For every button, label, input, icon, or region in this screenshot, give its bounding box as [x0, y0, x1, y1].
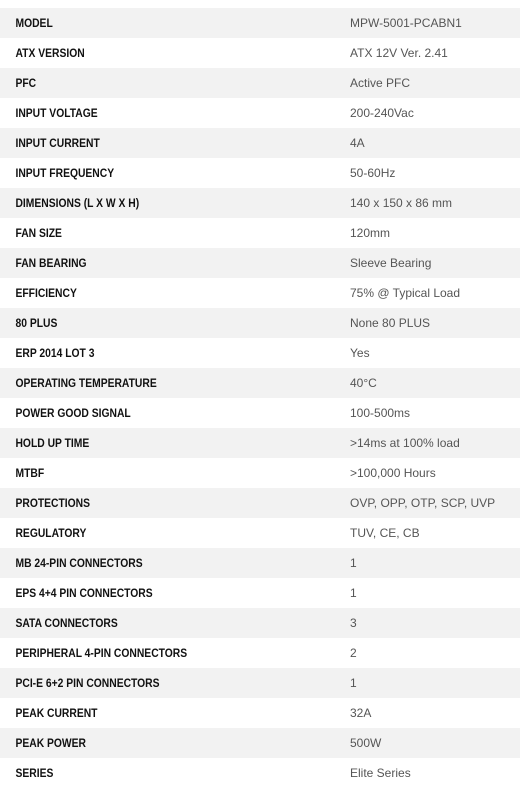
spec-value: 500W	[350, 736, 382, 750]
spec-value: 100-500ms	[350, 406, 411, 420]
spec-value: 2	[350, 646, 357, 660]
spec-row	[0, 158, 520, 188]
spec-label: EFFICIENCY	[15, 286, 77, 300]
spec-value: 1	[350, 676, 357, 690]
spec-value: 50-60Hz	[350, 166, 396, 180]
spec-label: INPUT CURRENT	[15, 136, 100, 150]
spec-label: FAN BEARING	[15, 256, 87, 270]
spec-row	[0, 698, 520, 728]
spec-value: 4A	[350, 136, 365, 150]
spec-row	[0, 248, 520, 278]
spec-row	[0, 758, 520, 788]
spec-label: MB 24-PIN CONNECTORS	[15, 556, 143, 570]
spec-row	[0, 188, 520, 218]
spec-label: DIMENSIONS (L X W X H)	[15, 196, 140, 210]
spec-label: PEAK CURRENT	[15, 706, 98, 720]
spec-row	[0, 728, 520, 758]
spec-row	[0, 668, 520, 698]
spec-label: MTBF	[15, 466, 45, 480]
spec-label: PROTECTIONS	[15, 496, 91, 510]
spec-row	[0, 218, 520, 248]
spec-value: 140 x 150 x 86 mm	[350, 196, 453, 210]
spec-label: ERP 2014 LOT 3	[15, 346, 95, 360]
spec-label: OPERATING TEMPERATURE	[15, 376, 157, 390]
spec-value: TUV, CE, CB	[350, 526, 420, 540]
spec-value: Active PFC	[350, 76, 411, 90]
spec-value: 200-240Vac	[350, 106, 414, 120]
spec-row	[0, 548, 520, 578]
spec-label: POWER GOOD SIGNAL	[15, 406, 131, 420]
spec-label: INPUT FREQUENCY	[15, 166, 115, 180]
spec-value: 1	[350, 556, 357, 570]
spec-row	[0, 128, 520, 158]
spec-value: 3	[350, 616, 357, 630]
spec-value: Sleeve Bearing	[350, 256, 432, 270]
spec-value: 40°C	[350, 376, 377, 390]
spec-label: SERIES	[15, 766, 54, 780]
spec-label: ATX VERSION	[15, 46, 85, 60]
spec-row	[0, 368, 520, 398]
spec-value: OVP, OPP, OTP, SCP, UVP	[350, 496, 496, 510]
spec-row	[0, 338, 520, 368]
spec-label: PFC	[15, 76, 37, 90]
spec-label: INPUT VOLTAGE	[15, 106, 98, 120]
spec-row	[0, 8, 520, 38]
spec-label: HOLD UP TIME	[15, 436, 90, 450]
spec-value: 75% @ Typical Load	[350, 286, 461, 300]
spec-label: SATA CONNECTORS	[15, 616, 118, 630]
spec-value: >100,000 Hours	[350, 466, 436, 480]
spec-value: 120mm	[350, 226, 391, 240]
spec-label: PCI-E 6+2 PIN CONNECTORS	[15, 676, 160, 690]
spec-label: EPS 4+4 PIN CONNECTORS	[15, 586, 153, 600]
spec-row	[0, 458, 520, 488]
spec-label: 80 PLUS	[15, 316, 58, 330]
spec-row	[0, 428, 520, 458]
spec-row	[0, 398, 520, 428]
spec-label: PERIPHERAL 4-PIN CONNECTORS	[15, 646, 188, 660]
spec-label: MODEL	[15, 16, 53, 30]
spec-value: >14ms at 100% load	[350, 436, 460, 450]
spec-row	[0, 578, 520, 608]
spec-label: FAN SIZE	[15, 226, 62, 240]
spec-row	[0, 38, 520, 68]
spec-row	[0, 278, 520, 308]
spec-row	[0, 638, 520, 668]
spec-row	[0, 308, 520, 338]
spec-label: REGULATORY	[15, 526, 87, 540]
spec-value: MPW-5001-PCABN1	[350, 16, 462, 30]
spec-label: PEAK POWER	[15, 736, 87, 750]
spec-value: ATX 12V Ver. 2.41	[350, 46, 448, 60]
spec-row	[0, 488, 520, 518]
spec-row	[0, 518, 520, 548]
spec-value: None 80 PLUS	[350, 316, 431, 330]
spec-row	[0, 98, 520, 128]
spec-value: 32A	[350, 706, 372, 720]
spec-value: 1	[350, 586, 357, 600]
spec-row	[0, 68, 520, 98]
spec-value: Yes	[350, 346, 370, 360]
spec-row	[0, 608, 520, 638]
spec-value: Elite Series	[350, 766, 411, 780]
